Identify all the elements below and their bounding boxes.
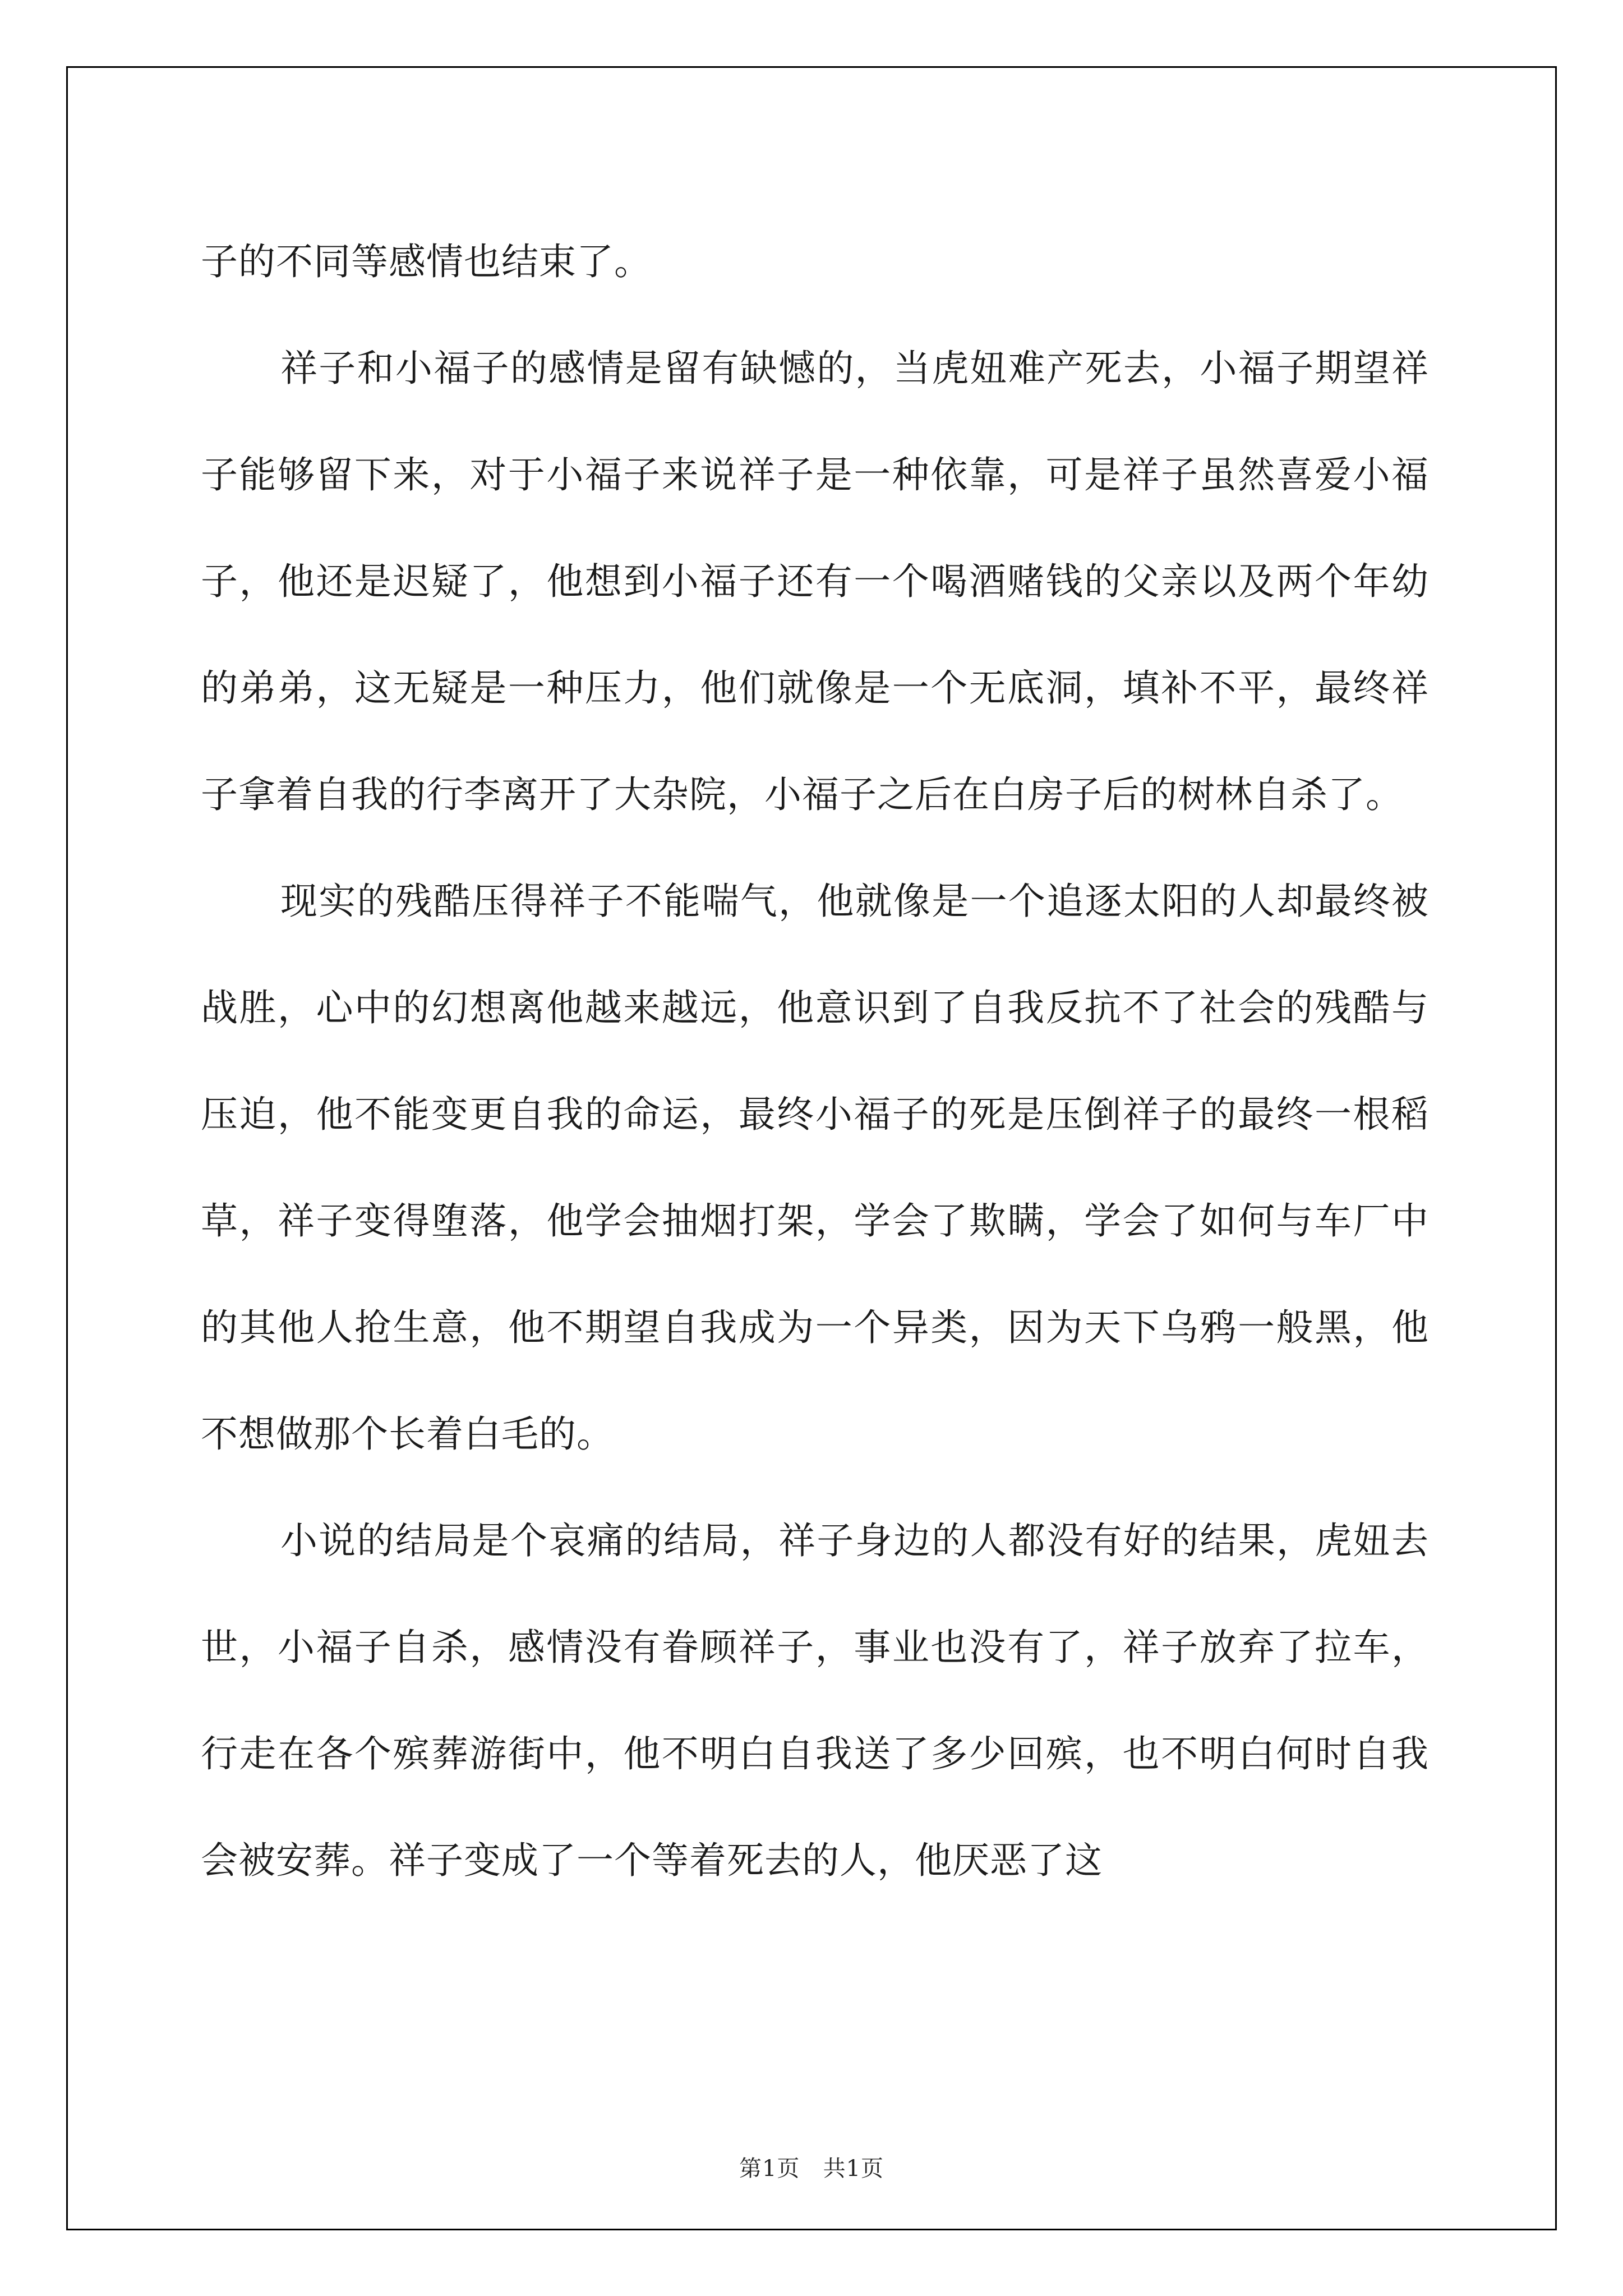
page-footer xyxy=(0,2151,1623,2183)
page-number: 第1页 xyxy=(739,2156,800,2182)
paragraph-2: 祥子和小福子的感情是留有缺憾的，当虎妞难产死去，小福子期望祥子能够留下来，对于小福子来说祥子是一种依靠，可是祥子虽然喜爱小福子，他还是迟疑了，他想到小福子还有一个喝酒赌钱的父亲以及两个年幼的弟弟，这无疑是一种压力，他们就像是一个无底洞，填补不平，最终祥子拿着自我的行李离开了大杂院，小福子之后在白房子后的树林自杀了。 xyxy=(201,347,1429,816)
document-body xyxy=(201,209,1429,1914)
paragraph-3: 现实的残酷压得祥子不能喘气，他就像是一个追逐太阳的人却最终被战胜，心中的幻想离他越来越远，他意识到了自我反抗不了社会的残酷与压迫，他不能变更自我的命运，最终小福子的死是压倒祥子的最终一根稻草，祥子变得堕落，他学会抽烟打架，学会了欺瞒，学会了如何与车厂中的其他人抢生意，他不期望自我成为一个异类，因为天下乌鸦一般黑，他不想做那个长着白毛的。 xyxy=(201,880,1429,1456)
paragraph-1: 子的不同等感情也结束了。 xyxy=(201,240,652,283)
paragraph-4: 小说的结局是个哀痛的结局，祥子身边的人都没有好的结果，虎妞去世，小福子自杀，感情没有眷顾祥子，事业也没有了，祥子放弃了拉车，行走在各个殡葬游街中，他不明白自我送了多少回殡，也不明白何时自我会被安葬。祥子变成了一个等着死去的人，他厌恶了这 xyxy=(201,1519,1429,1882)
page-total: 共1页 xyxy=(823,2156,884,2182)
footer-spacer xyxy=(800,2156,823,2182)
